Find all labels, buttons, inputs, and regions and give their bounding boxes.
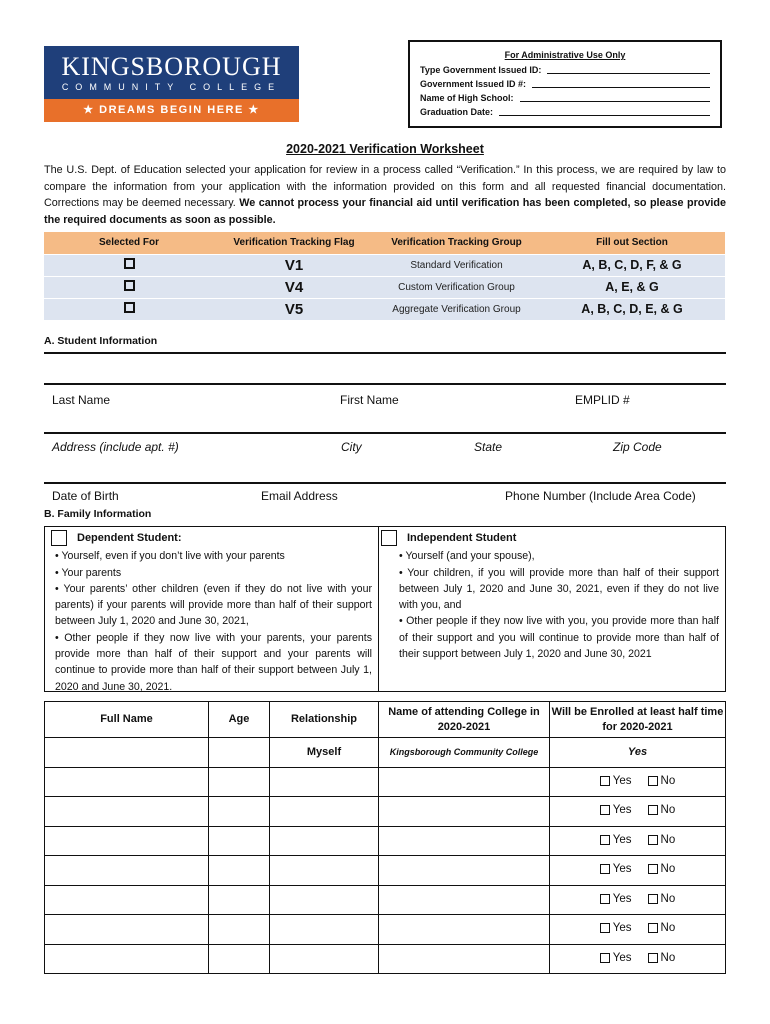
enrolled-cell xyxy=(550,885,726,915)
yes-checkbox[interactable] xyxy=(600,923,610,933)
no-label: No xyxy=(660,833,676,846)
selected-checkbox-v5[interactable] xyxy=(124,302,135,313)
table-row xyxy=(45,915,726,945)
zip-code-label: Zip Code xyxy=(613,440,662,454)
age-cell[interactable] xyxy=(209,915,270,945)
age-cell[interactable] xyxy=(209,856,270,886)
full-name-cell[interactable] xyxy=(45,738,209,768)
address-label: Address (include apt. #) xyxy=(52,440,179,454)
yes-option[interactable] xyxy=(600,834,632,846)
no-label: No xyxy=(660,951,676,964)
relationship-cell[interactable] xyxy=(270,915,379,945)
last-name-label: Last Name xyxy=(52,393,111,407)
selected-checkbox-v4[interactable] xyxy=(124,280,135,291)
no-label: No xyxy=(660,774,676,787)
table-row xyxy=(45,767,726,797)
age-cell[interactable] xyxy=(209,885,270,915)
fill-out-section: A, B, C, D, F, & G xyxy=(539,254,725,276)
table-row xyxy=(45,856,726,886)
no-option[interactable] xyxy=(648,863,676,875)
relationship-cell[interactable] xyxy=(270,767,379,797)
college-cell[interactable] xyxy=(379,944,550,974)
full-name-cell[interactable] xyxy=(45,826,209,856)
table-row xyxy=(44,276,725,298)
relationship-cell[interactable] xyxy=(270,826,379,856)
emplid-label: EMPLID # xyxy=(575,393,630,407)
tracking-flag: V5 xyxy=(214,298,374,320)
age-cell[interactable] xyxy=(209,826,270,856)
yes-option[interactable] xyxy=(600,952,632,964)
dob-input-line[interactable] xyxy=(44,482,726,484)
yes-checkbox[interactable] xyxy=(600,776,610,786)
state-label: State xyxy=(474,440,503,454)
th-college: Name of attending College in 2020-2021 xyxy=(379,702,550,738)
th-tracking-flag: Verification Tracking Flag xyxy=(214,232,374,254)
independent-student-box xyxy=(378,526,726,692)
yes-option[interactable] xyxy=(600,804,632,816)
college-cell[interactable] xyxy=(379,767,550,797)
list-item: • Your parents’ other children (even if they do not live with your parents) if your parents will provide more than half of their support between July 1, 2020 and June 30, 2021, xyxy=(55,582,372,628)
dependent-title: Dependent Student: xyxy=(77,532,182,544)
admin-field-line[interactable] xyxy=(547,63,710,74)
first-name-label: First Name xyxy=(340,393,399,407)
college-cell[interactable] xyxy=(379,856,550,886)
city-label: City xyxy=(341,440,362,454)
table-row xyxy=(44,298,725,320)
full-name-cell[interactable] xyxy=(45,885,209,915)
yes-label: Yes xyxy=(612,951,632,964)
name-input-line[interactable] xyxy=(44,383,726,385)
college-cell[interactable] xyxy=(379,915,550,945)
th-relationship: Relationship xyxy=(270,702,379,738)
tracking-group: Standard Verification xyxy=(374,254,539,276)
selected-checkbox-v1[interactable] xyxy=(124,258,135,269)
list-item: • Your children, if you will provide more than half of their support between July 1, 2020 and June 30, 2021, even if they do not live with you, and xyxy=(399,566,719,612)
relationship-cell[interactable] xyxy=(270,944,379,974)
list-item: • Your parents xyxy=(55,566,122,579)
yes-option[interactable] xyxy=(600,893,632,905)
admin-title: For Administrative Use Only xyxy=(504,50,626,60)
th-tracking-group: Verification Tracking Group xyxy=(374,232,539,254)
list-item: • Yourself, even if you don’t live with your parents xyxy=(55,550,285,563)
intro-paragraph xyxy=(44,162,726,228)
household-table xyxy=(44,701,726,974)
full-name-cell[interactable] xyxy=(45,797,209,827)
fill-out-section: A, B, C, D, E, & G xyxy=(539,298,725,320)
college-logo xyxy=(44,46,299,122)
yes-checkbox[interactable] xyxy=(600,953,610,963)
section-b-title: B. Family Information xyxy=(44,508,152,520)
page-title: 2020-2021 Verification Worksheet xyxy=(286,142,484,156)
enrolled-cell xyxy=(550,826,726,856)
full-name-cell[interactable] xyxy=(45,767,209,797)
no-checkbox[interactable] xyxy=(648,894,658,904)
table-row xyxy=(45,797,726,827)
college-cell[interactable] xyxy=(379,885,550,915)
intro-text: The U.S. Dept. of Education selected your application for review in a process called “Verification.” In this process, we are required by law to compare the information from your application with the information provided on this form and all requested financial documentation. Corrections may be deemed necessary. xyxy=(44,164,726,209)
fill-out-section: A, E, & G xyxy=(539,276,725,298)
address-input-line[interactable] xyxy=(44,432,726,434)
tracking-group: Custom Verification Group xyxy=(374,276,539,298)
table-row xyxy=(45,944,726,974)
phone-label: Phone Number (Include Area Code) xyxy=(505,489,696,503)
age-cell[interactable] xyxy=(209,738,270,768)
admin-field-label: Government Issued ID #: xyxy=(420,79,527,89)
th-fill-out-section: Fill out Section xyxy=(539,232,725,254)
no-option[interactable] xyxy=(648,834,676,846)
list-item: • Other people if they now live with you, you provide more than half of their support and you will continue to provide more than half of their support between July 1, 2020 and June 30, 2021 xyxy=(399,615,719,661)
no-checkbox[interactable] xyxy=(648,923,658,933)
enrolled-cell xyxy=(550,944,726,974)
age-cell[interactable] xyxy=(209,797,270,827)
no-checkbox[interactable] xyxy=(648,953,658,963)
admin-field-line[interactable] xyxy=(499,105,710,116)
no-option[interactable] xyxy=(648,775,676,787)
no-option[interactable] xyxy=(648,804,676,816)
dependent-checkbox[interactable] xyxy=(51,530,67,546)
th-selected-for: Selected For xyxy=(44,232,214,254)
no-option[interactable] xyxy=(648,893,676,905)
th-age: Age xyxy=(209,702,270,738)
yes-checkbox[interactable] xyxy=(600,894,610,904)
yes-label: Yes xyxy=(612,833,632,846)
no-checkbox[interactable] xyxy=(648,835,658,845)
no-option[interactable] xyxy=(648,922,676,934)
yes-option[interactable] xyxy=(600,922,632,934)
admin-field-line[interactable] xyxy=(532,77,710,88)
full-name-cell[interactable] xyxy=(45,944,209,974)
yes-option[interactable] xyxy=(600,863,632,875)
yes-label: Yes xyxy=(612,863,632,876)
yes-checkbox[interactable] xyxy=(600,835,610,845)
admin-field-label: Type Government Issued ID: xyxy=(420,65,542,75)
dependent-student-box xyxy=(44,526,378,692)
th-enrolled: Will be Enrolled at least half time for 2020-2021 xyxy=(550,702,726,738)
table-row xyxy=(44,254,725,276)
age-cell[interactable] xyxy=(209,944,270,974)
logo-tagline: ★ DREAMS BEGIN HERE ★ xyxy=(44,99,299,122)
list-item: • Yourself (and your spouse), xyxy=(399,550,535,563)
enrolled-cell: Yes xyxy=(550,738,726,768)
admin-use-box xyxy=(408,40,722,128)
relationship-cell[interactable] xyxy=(270,797,379,827)
college-cell[interactable] xyxy=(379,826,550,856)
no-checkbox[interactable] xyxy=(648,864,658,874)
enrolled-cell xyxy=(550,856,726,886)
yes-checkbox[interactable] xyxy=(600,805,610,815)
age-cell[interactable] xyxy=(209,767,270,797)
yes-label: Yes xyxy=(612,892,632,905)
admin-field-label: Graduation Date: xyxy=(420,107,494,117)
yes-label: Yes xyxy=(612,774,632,787)
divider xyxy=(44,352,726,354)
yes-label: Yes xyxy=(612,922,632,935)
verification-tracking-table xyxy=(44,232,725,320)
yes-option[interactable] xyxy=(600,775,632,787)
enrolled-cell xyxy=(550,767,726,797)
tracking-flag: V4 xyxy=(214,276,374,298)
intro-bold-text: We cannot process your financial aid until verification has been completed, so please provide the required documents as soon as possible. xyxy=(44,197,726,226)
tracking-group: Aggregate Verification Group xyxy=(374,298,539,320)
no-label: No xyxy=(660,892,676,905)
logo-subtitle: COMMUNITY COLLEGE xyxy=(61,82,282,92)
enrolled-cell xyxy=(550,915,726,945)
independent-checkbox[interactable] xyxy=(381,530,397,546)
full-name-cell[interactable] xyxy=(45,915,209,945)
independent-title: Independent Student xyxy=(407,532,517,544)
th-full-name: Full Name xyxy=(45,702,209,738)
dob-label: Date of Birth xyxy=(52,489,119,503)
email-label: Email Address xyxy=(261,489,338,503)
no-checkbox[interactable] xyxy=(648,805,658,815)
full-name-cell[interactable] xyxy=(45,856,209,886)
no-checkbox[interactable] xyxy=(648,776,658,786)
logo-name: KINGSBOROUGH xyxy=(61,52,282,81)
section-a-title: A. Student Information xyxy=(44,335,158,347)
college-cell[interactable] xyxy=(379,797,550,827)
relationship-cell[interactable] xyxy=(270,885,379,915)
list-item: • Other people if they now live with your parents, your parents provide more than half of their support and your parents will continue to provide more than half of their support between July 1, 2020 and June 30, 2021. xyxy=(55,631,372,693)
table-row xyxy=(45,885,726,915)
enrolled-cell xyxy=(550,797,726,827)
no-label: No xyxy=(660,804,676,817)
table-row xyxy=(45,738,726,768)
no-label: No xyxy=(660,922,676,935)
table-row xyxy=(45,826,726,856)
no-option[interactable] xyxy=(648,952,676,964)
relationship-cell: Myself xyxy=(270,738,379,768)
yes-label: Yes xyxy=(612,804,632,817)
relationship-cell[interactable] xyxy=(270,856,379,886)
no-label: No xyxy=(660,863,676,876)
tracking-flag: V1 xyxy=(214,254,374,276)
admin-field-line[interactable] xyxy=(520,91,710,102)
yes-checkbox[interactable] xyxy=(600,864,610,874)
college-cell: Kingsborough Community College xyxy=(379,738,550,768)
admin-field-label: Name of High School: xyxy=(420,93,514,103)
